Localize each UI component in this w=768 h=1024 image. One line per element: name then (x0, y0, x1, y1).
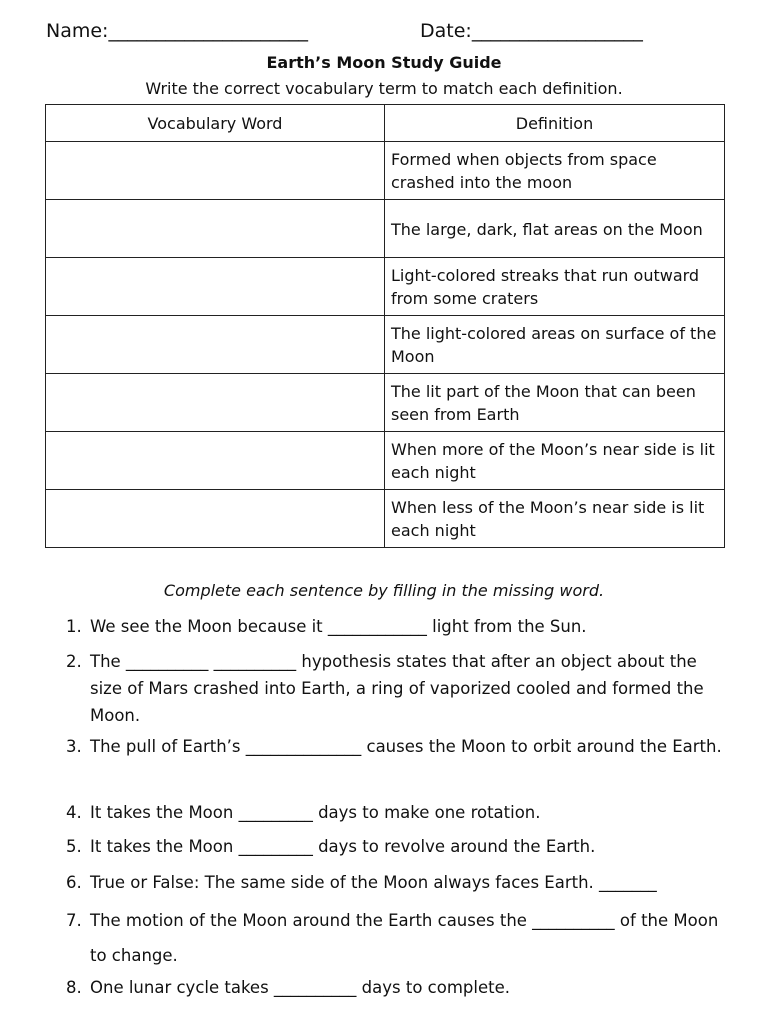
question-number: 2. (66, 652, 82, 671)
vocabulary-answer-cell[interactable] (46, 142, 385, 200)
question-number: 5. (66, 837, 82, 856)
table-row (46, 316, 725, 374)
question-text[interactable]: We see the Moon because it ____________ light from the Sun. (90, 617, 587, 636)
name-field[interactable]: Name:_____________________ (46, 20, 308, 42)
vocabulary-table (45, 104, 725, 548)
table-row (46, 142, 725, 200)
question-item (66, 729, 726, 764)
vocabulary-answer-cell[interactable] (46, 374, 385, 432)
table-header-row (46, 105, 725, 142)
question-text[interactable]: True or False: The same side of the Moon always faces Earth. _______ (90, 873, 657, 892)
question-text[interactable]: The motion of the Moon around the Earth causes the __________ of the Moon to change. (90, 911, 719, 965)
sentence-instructions: Complete each sentence by filling in the missing word. (163, 581, 605, 600)
table-row (46, 490, 725, 548)
definition-cell: The light-colored areas on surface of the Moon (385, 316, 725, 374)
vocabulary-answer-cell[interactable] (46, 432, 385, 490)
question-item (66, 974, 726, 1001)
question-item (66, 648, 726, 729)
question-text[interactable]: One lunar cycle takes __________ days to complete. (90, 978, 510, 997)
question-item (66, 903, 726, 973)
question-item (66, 799, 726, 826)
definition-cell: When less of the Moon’s near side is lit each night (385, 490, 725, 548)
table-row (46, 432, 725, 490)
question-number: 3. (66, 737, 82, 756)
definition-cell: Formed when objects from space crashed into the moon (385, 142, 725, 200)
definition-cell: When more of the Moon’s near side is lit each night (385, 432, 725, 490)
table-row (46, 374, 725, 432)
question-text[interactable]: It takes the Moon _________ days to make one rotation. (90, 803, 541, 822)
vocabulary-word-header: Vocabulary Word (46, 105, 385, 142)
question-text[interactable]: It takes the Moon _________ days to revolve around the Earth. (90, 837, 596, 856)
vocabulary-answer-cell[interactable] (46, 490, 385, 548)
question-item (66, 833, 726, 860)
question-text[interactable]: The pull of Earth’s ______________ causes the Moon to orbit around the Earth. (90, 737, 722, 756)
question-text[interactable]: The __________ __________ hypothesis states that after an object about the size of Mars crashed into Earth, a ring of vaporized cooled and formed the Moon. (90, 652, 704, 725)
question-number: 4. (66, 803, 82, 822)
definition-cell: The large, dark, flat areas on the Moon (385, 200, 725, 258)
vocabulary-answer-cell[interactable] (46, 316, 385, 374)
definition-cell: Light-colored streaks that run outward from some craters (385, 258, 725, 316)
definition-header: Definition (385, 105, 725, 142)
page-title: Earth’s Moon Study Guide (266, 53, 502, 72)
definition-cell: The lit part of the Moon that can been seen from Earth (385, 374, 725, 432)
table-row (46, 258, 725, 316)
question-item (66, 869, 726, 896)
question-number: 1. (66, 617, 82, 636)
table-row (46, 200, 725, 258)
question-item (66, 613, 726, 640)
question-number: 7. (66, 911, 82, 930)
date-field[interactable]: Date:__________________ (420, 20, 643, 42)
question-number: 6. (66, 873, 82, 892)
vocabulary-answer-cell[interactable] (46, 258, 385, 316)
vocabulary-answer-cell[interactable] (46, 200, 385, 258)
question-number: 8. (66, 978, 82, 997)
table-instructions: Write the correct vocabulary term to match each definition. (145, 79, 623, 98)
